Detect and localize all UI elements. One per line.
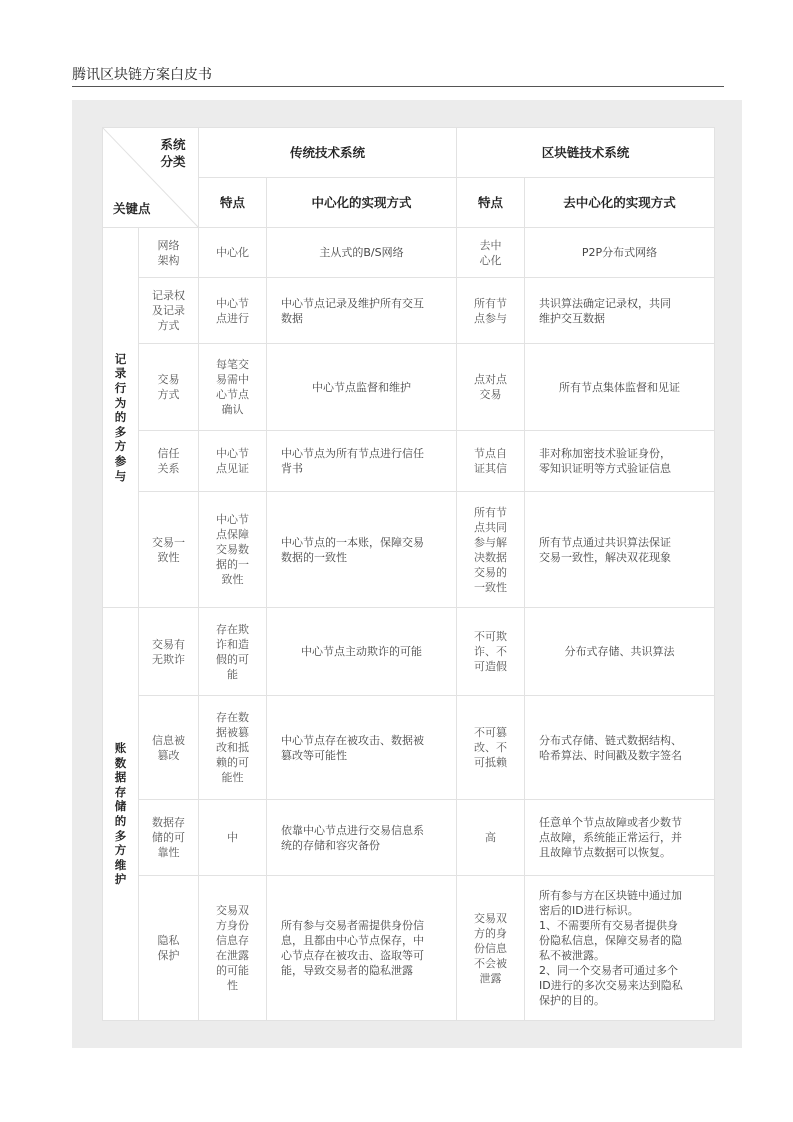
corner-cell (103, 128, 199, 228)
traditional-impl-cell: 中心节点主动欺诈的可能 (267, 608, 457, 696)
traditional-feature-cell: 中心节 点见证 (199, 431, 267, 492)
traditional-impl-cell: 中心节点存在被攻击、数据被 篡改等可能性 (267, 696, 457, 800)
blockchain-impl-cell: 所有节点集体监督和见证 (525, 344, 715, 431)
blockchain-feature-cell: 节点自 证其信 (457, 431, 525, 492)
traditional-feature-cell: 交易双 方身份 信息存 在泄露 的可能 性 (199, 876, 267, 1021)
traditional-impl-cell: 所有参与交易者需提供身份信 息，且都由中心节点保存，中 心节点存在被攻击、盗取等可 能，导致交易者的隐私泄露 (267, 876, 457, 1021)
traditional-feature-cell: 中心节 点保障 交易数 据的一 致性 (199, 492, 267, 608)
table-row (103, 278, 715, 344)
traditional-feature-cell: 每笔交 易需中 心节点 确认 (199, 344, 267, 431)
blockchain-impl-cell: 非对称加密技术验证身份， 零知识证明等方式验证信息 (525, 431, 715, 492)
table-row (103, 696, 715, 800)
blockchain-impl-cell: 所有节点通过共识算法保证 交易一致性，解决双花现象 (525, 492, 715, 608)
key-point-cell: 交易有 无欺诈 (139, 608, 199, 696)
key-point-cell: 信息被 篡改 (139, 696, 199, 800)
blockchain-impl-cell: 任意单个节点故障或者少数节 点故障，系统能正常运行，并 且故障节点数据可以恢复。 (525, 800, 715, 876)
traditional-impl-cell: 中心节点记录及维护所有交互 数据 (267, 278, 457, 344)
blockchain-feature-cell: 高 (457, 800, 525, 876)
key-point-cell: 交易 方式 (139, 344, 199, 431)
traditional-impl-cell: 中心节点监督和维护 (267, 344, 457, 431)
table-row (103, 228, 715, 278)
key-point-cell: 信任 关系 (139, 431, 199, 492)
title-divider (72, 86, 724, 87)
traditional-impl-cell: 主从式的B/S网络 (267, 228, 457, 278)
blockchain-feature-cell: 不可篡 改、不 可抵赖 (457, 696, 525, 800)
table-row (103, 431, 715, 492)
group-label: 账 数 据 存 储 的 多 方 维 护 (103, 608, 139, 1021)
blockchain-impl-cell: P2P分布式网络 (525, 228, 715, 278)
traditional-feature-cell: 存在数 据被篡 改和抵 赖的可 能性 (199, 696, 267, 800)
key-point-cell: 隐私 保护 (139, 876, 199, 1021)
blockchain-system-header: 区块链技术系统 (457, 128, 715, 178)
traditional-feature-cell: 中心节 点进行 (199, 278, 267, 344)
corner-keypoint-label: 关键点 (113, 201, 151, 216)
key-point-cell: 交易一 致性 (139, 492, 199, 608)
key-point-cell: 数据存 储的可 靠性 (139, 800, 199, 876)
system-header-row (103, 128, 715, 178)
sub-header-feature: 特点 (457, 178, 525, 228)
blockchain-feature-cell: 所有节 点参与 (457, 278, 525, 344)
table-row (103, 608, 715, 696)
traditional-impl-cell: 中心节点的一本账，保障交易 数据的一致性 (267, 492, 457, 608)
group-label: 记 录 行 为 的 多 方 参 与 (103, 228, 139, 608)
traditional-feature-cell: 中心化 (199, 228, 267, 278)
document-title: 腾讯区块链方案白皮书 (72, 67, 212, 83)
blockchain-impl-cell: 共识算法确定记录权，共同 维护交互数据 (525, 278, 715, 344)
traditional-impl-cell: 依靠中心节点进行交易信息系 统的存储和容灾备份 (267, 800, 457, 876)
table-row (103, 800, 715, 876)
blockchain-impl-cell: 分布式存储、链式数据结构、 哈希算法、时间戳及数字签名 (525, 696, 715, 800)
table-row (103, 876, 715, 1021)
traditional-feature-cell: 存在欺 诈和造 假的可 能 (199, 608, 267, 696)
table-row (103, 344, 715, 431)
sub-header-centralized-impl: 中心化的实现方式 (267, 178, 457, 228)
sub-header-feature: 特点 (199, 178, 267, 228)
traditional-impl-cell: 中心节点为所有节点进行信任 背书 (267, 431, 457, 492)
key-point-cell: 记录权 及记录 方式 (139, 278, 199, 344)
traditional-feature-cell: 中 (199, 800, 267, 876)
blockchain-impl-cell: 所有参与方在区块链中通过加 密后的ID进行标识。 1、不需要所有交易者提供身 份隐私信息，保障交易者的隐 私不被泄露。 2、同一个交易者可通过多个 ID进行的多次交易来达到隐私 保护的目的。 (525, 876, 715, 1021)
comparison-table (102, 127, 715, 1021)
blockchain-impl-cell: 分布式存储、共识算法 (525, 608, 715, 696)
sub-header-decentralized-impl: 去中心化的实现方式 (525, 178, 715, 228)
corner-classification-label: 系统 分类 (160, 137, 186, 169)
blockchain-feature-cell: 点对点 交易 (457, 344, 525, 431)
blockchain-feature-cell: 去中 心化 (457, 228, 525, 278)
key-point-cell: 网络 架构 (139, 228, 199, 278)
blockchain-feature-cell: 交易双 方的身 份信息 不会被 泄露 (457, 876, 525, 1021)
table-row (103, 492, 715, 608)
blockchain-feature-cell: 不可欺 诈、不 可造假 (457, 608, 525, 696)
blockchain-feature-cell: 所有节 点共同 参与解 决数据 交易的 一致性 (457, 492, 525, 608)
traditional-system-header: 传统技术系统 (199, 128, 457, 178)
